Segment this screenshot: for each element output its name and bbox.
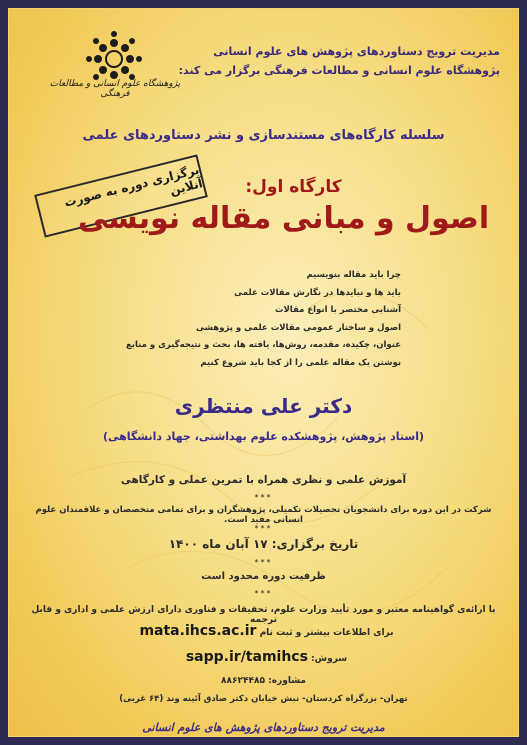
- topic-item: باید ها و نبایدها در نگارش مقالات علمی: [234, 287, 402, 298]
- speaker-name: دکتر علی منتظری: [174, 394, 353, 418]
- separator: ***: [254, 493, 273, 502]
- topic-item: آشنایی مختصر با انواع مقالات: [274, 305, 402, 315]
- topics-list: [9, 267, 518, 372]
- speaker-affiliation: (استاد پژوهش، پژوهشکده علوم بهداشتی، جهاد دانشگاهی): [102, 430, 424, 443]
- sorush-link[interactable]: sapp.ir/tamihcs: [185, 649, 308, 665]
- workshop-title: اصول و مبانی مقاله نویسی: [77, 201, 490, 236]
- logo-caption: پژوهشگاه علوم انسانی و مطالعات فرهنگی: [49, 79, 181, 99]
- separator: ***: [254, 524, 273, 533]
- topic-item: اصول و ساختار عمومی مقالات علمی و پژوهشی: [196, 322, 402, 333]
- separator: ***: [254, 589, 273, 598]
- registration-label: برای اطلاعات بیشتر و ثبت نام: [259, 628, 394, 638]
- online-stamp: برگزاری دوره به صورت آنلاین: [34, 154, 208, 237]
- address: تهران- بزرگراه کردستان- نبش خیابان دکتر صادق آئینه وند (۶۴ غربی): [119, 694, 408, 704]
- topic-item: نوشتن یک مقاله علمی را از کجا باید شروع کنیم: [200, 357, 402, 368]
- event-date: تاریخ برگزاری: ۱۷ آبان ماه ۱۴۰۰: [168, 537, 359, 551]
- organizer-line-2: پژوهشگاه علوم انسانی و مطالعات فرهنگی برگزار می کند:: [178, 64, 500, 77]
- sorush-info: [9, 649, 518, 665]
- training-note: آموزش علمی و نظری همراه با تمرین عملی و کارگاهی: [120, 474, 407, 486]
- separator: ***: [254, 558, 273, 567]
- audience-note: شرکت در این دوره برای دانشجویان تحصیلات تکمیلی، پژوهشگران و برای تمامی متخصصان و علاقمندان علوم انسانی مفید است.: [35, 505, 492, 525]
- organizer-line-1: مدیریت ترویج دستاوردهای پژوهش های علوم انسانی: [213, 45, 500, 58]
- workshop-number: کارگاه اول:: [245, 177, 342, 197]
- sorush-label: سروش:: [311, 654, 348, 664]
- topic-item: عنوان، چکیده، مقدمه، روش‌ها، یافته ها، بحث و نتیجه‌گیری و منابع: [125, 340, 402, 350]
- poster: [8, 8, 519, 737]
- registration-info: [9, 623, 518, 639]
- registration-link[interactable]: mata.ihcs.ac.ir: [139, 623, 257, 639]
- series-title: سلسله کارگاه‌های مستندسازی و نشر دستاوردهای علمی: [82, 128, 445, 143]
- consultation-phone: مشاوره: ۸۸۶۲۴۴۸۵: [221, 676, 306, 686]
- footer-org: مدیریت ترویج دستاوردهای پژوهش های علوم انسانی: [142, 721, 385, 734]
- capacity-note: ظرفیت دوره محدود است: [201, 571, 326, 582]
- topic-item: چرا باید مقاله بنویسیم: [306, 270, 402, 280]
- certificate-note: با ارائه‌ی گواهینامه معتبر و مورد تأیید وزارت علوم، تحقیقات و فناوری دارای ارزش علمی و اداری و قابل ترجمه: [31, 605, 496, 625]
